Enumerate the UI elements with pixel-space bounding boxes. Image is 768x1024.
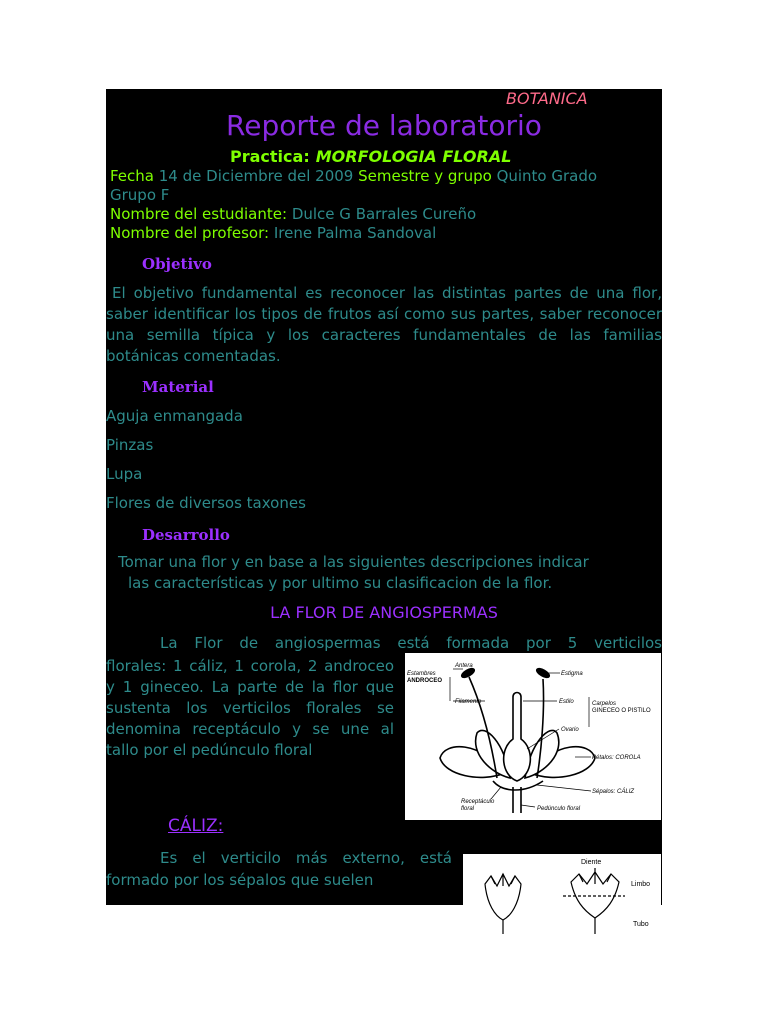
profesor-value: Irene Palma Sandoval xyxy=(273,224,437,242)
flower-diagram-svg xyxy=(405,653,661,820)
material-item: Flores de diversos taxones xyxy=(106,494,306,512)
semestre-value: Quinto Grado xyxy=(496,167,598,185)
estudiante-line xyxy=(110,205,476,223)
angiospermas-heading: LA FLOR DE ANGIOSPERMAS xyxy=(270,603,498,622)
subject-label: BOTANICA xyxy=(506,89,588,108)
label-gineceo: GINECEO O PISTILO xyxy=(592,708,651,714)
label-tubo: Tubo xyxy=(633,921,649,928)
desarrollo-heading: Desarrollo xyxy=(142,526,230,544)
practica-value: MORFOLOGIA FLORAL xyxy=(315,147,512,166)
label-estambres: Estambres xyxy=(407,671,436,677)
estudiante-label: Nombre del estudiante: xyxy=(110,205,288,223)
label-antera: Antera xyxy=(455,663,473,669)
page-title: Reporte de laboratorio xyxy=(226,109,542,142)
label-petalos: Pétalos: COROLA xyxy=(592,755,641,761)
label-androceo: ANDROCEO xyxy=(407,678,443,684)
material-heading: Material xyxy=(142,378,214,396)
label-pedunculo: Pedúnculo floral xyxy=(537,806,581,812)
calyx-diagram-svg xyxy=(463,854,661,944)
caliz-title: CÁLIZ xyxy=(168,816,218,836)
label-estigma: Estigma xyxy=(561,671,583,677)
peduncle-shape xyxy=(513,787,521,813)
semestre-label: Semestre y grupo xyxy=(358,167,492,185)
label-estilo: Estilo xyxy=(559,699,574,705)
angiospermas-line-1: La Flor de angiospermas está formada por 5 verticilos xyxy=(160,634,662,652)
label-receptaculo: Receptáculo xyxy=(461,799,495,805)
leader-line xyxy=(491,787,501,799)
fecha-label: Fecha xyxy=(110,167,154,185)
material-item: Lupa xyxy=(106,465,143,483)
leader-line xyxy=(537,785,591,791)
profesor-label: Nombre del profesor: xyxy=(110,224,270,242)
calyx-diagram xyxy=(463,854,661,944)
ovary-shape xyxy=(504,693,531,782)
label-limbo: Limbo xyxy=(631,881,651,888)
practica-line xyxy=(230,147,511,166)
grupo-line xyxy=(110,186,169,204)
label-sepalos: Sépalos: CÁLIZ xyxy=(592,789,635,795)
label-carpelos: Carpelos xyxy=(592,701,617,707)
label-diente: Diente xyxy=(581,859,602,866)
flower-diagram xyxy=(405,653,661,820)
caliz-text: Es el verticilo más externo, está formado por los sépalos que suelen xyxy=(106,849,452,889)
angiospermas-text: florales: 1 cáliz, 1 corola, 2 androceo y 1 gineceo. La parte de la flor que sustenta los verticilos florales se denomina receptáculo y se une al tallo por el pedúnculo floral xyxy=(106,657,394,759)
caliz-colon: : xyxy=(217,816,224,836)
label-filamento: Filamento xyxy=(455,699,482,705)
material-item: Aguja enmangada xyxy=(106,407,243,425)
label-ovario: Ovario xyxy=(561,727,579,733)
objetivo-text: El objetivo fundamental es reconocer las distintas partes de una flor, saber identificar los tipos de frutos así como sus partes, saber reconocer una semilla típica y los caracteres fundamentales de las familias botánicas comentadas. xyxy=(106,284,662,365)
label-receptaculo-2: floral xyxy=(461,806,475,812)
material-item: Pinzas xyxy=(106,436,154,454)
objetivo-heading: Objetivo xyxy=(142,255,212,273)
estudiante-value: Dulce G Barrales Cureño xyxy=(291,205,477,223)
leader-line xyxy=(521,805,535,807)
desarrollo-line-2: las características y por ultimo su clasificacion de la flor. xyxy=(128,574,553,592)
practica-label: Practica: xyxy=(230,147,310,166)
profesor-line xyxy=(110,224,436,242)
fecha-line xyxy=(110,167,597,185)
grupo-value: Grupo F xyxy=(110,186,170,204)
sepal-shape xyxy=(493,781,543,790)
caliz-heading xyxy=(168,816,223,836)
fecha-value: 14 de Diciembre del 2009 xyxy=(158,167,354,185)
desarrollo-line-1: Tomar una flor y en base a las siguientes descripciones indicar xyxy=(118,553,589,571)
